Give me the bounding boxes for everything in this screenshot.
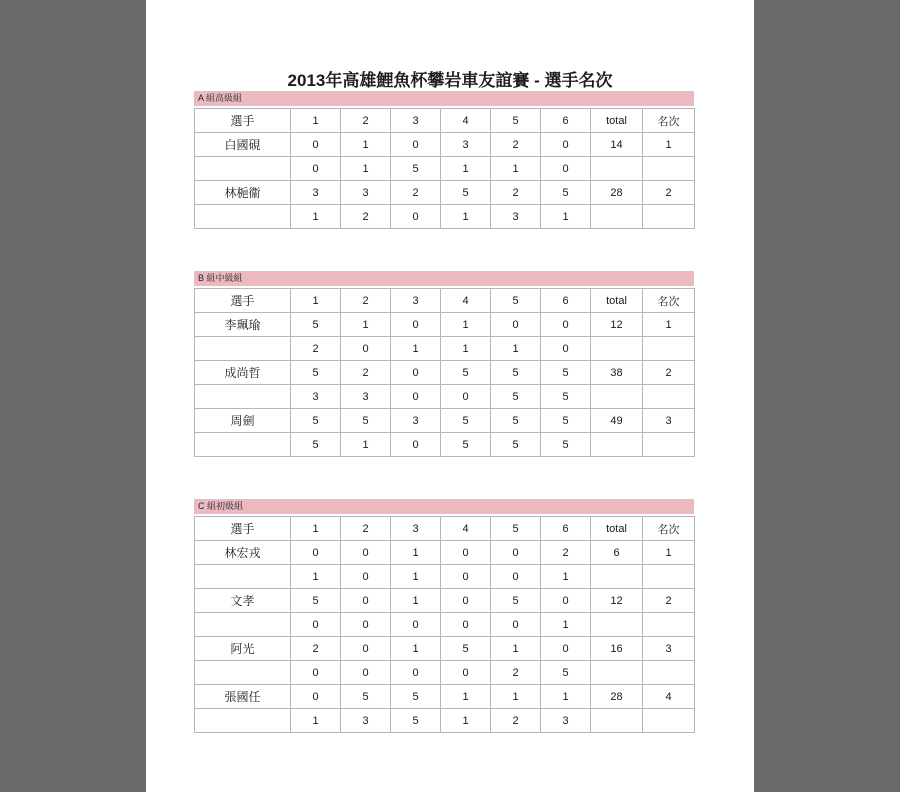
- total-cell-blank: [591, 709, 643, 733]
- total-cell-blank: [591, 661, 643, 685]
- attempt-cell: 0: [391, 433, 441, 457]
- attempt-cell: 1: [391, 565, 441, 589]
- rank-cell-blank: [643, 613, 695, 637]
- rank-cell: 1: [643, 133, 695, 157]
- attempt-cell: 0: [541, 337, 591, 361]
- total-cell: 28: [591, 685, 643, 709]
- score-cell: 5: [541, 409, 591, 433]
- total-cell: 16: [591, 637, 643, 661]
- total-cell-blank: [591, 337, 643, 361]
- score-cell: 0: [491, 541, 541, 565]
- attempt-cell: 0: [291, 613, 341, 637]
- score-cell: 0: [541, 637, 591, 661]
- group-block-a: [194, 91, 694, 229]
- table-subrow: [195, 565, 695, 589]
- column-header-rank: 名次: [643, 517, 695, 541]
- column-header-player: 選手: [195, 289, 291, 313]
- score-cell: 0: [541, 589, 591, 613]
- attempt-cell: 0: [441, 661, 491, 685]
- column-header-rank: 名次: [643, 109, 695, 133]
- rank-cell-blank: [643, 661, 695, 685]
- rank-cell: 2: [643, 589, 695, 613]
- score-cell: 0: [291, 541, 341, 565]
- table-header-row: [195, 289, 695, 313]
- score-cell: 0: [541, 313, 591, 337]
- score-cell: 5: [291, 361, 341, 385]
- score-cell: 0: [291, 685, 341, 709]
- attempt-cell: 5: [391, 709, 441, 733]
- attempt-cell: 3: [341, 709, 391, 733]
- player-name: 成尚哲: [195, 361, 291, 385]
- attempt-cell: 5: [541, 661, 591, 685]
- column-header-r5: 5: [491, 109, 541, 133]
- attempt-cell: 3: [341, 385, 391, 409]
- attempt-cell: 0: [391, 661, 441, 685]
- column-header-r4: 4: [441, 109, 491, 133]
- attempt-cell: 1: [341, 157, 391, 181]
- total-cell: 12: [591, 313, 643, 337]
- player-name: 阿光: [195, 637, 291, 661]
- column-header-player: 選手: [195, 517, 291, 541]
- player-name-blank: [195, 205, 291, 229]
- rank-cell-blank: [643, 709, 695, 733]
- column-header-r3: 3: [391, 109, 441, 133]
- table-row: [195, 313, 695, 337]
- attempt-cell: 3: [291, 385, 341, 409]
- table-row: [195, 133, 695, 157]
- score-cell: 5: [491, 589, 541, 613]
- column-header-r1: 1: [291, 289, 341, 313]
- column-header-r1: 1: [291, 517, 341, 541]
- attempt-cell: 1: [441, 205, 491, 229]
- attempt-cell: 2: [291, 337, 341, 361]
- column-header-r3: 3: [391, 517, 441, 541]
- total-cell: 14: [591, 133, 643, 157]
- attempt-cell: 5: [291, 433, 341, 457]
- score-cell: 5: [441, 181, 491, 205]
- table-subrow: [195, 433, 695, 457]
- attempt-cell: 5: [391, 157, 441, 181]
- rank-cell: 2: [643, 361, 695, 385]
- score-table-b: [194, 288, 695, 457]
- score-cell: 5: [491, 361, 541, 385]
- score-cell: 1: [541, 685, 591, 709]
- table-row: [195, 589, 695, 613]
- column-header-r1: 1: [291, 109, 341, 133]
- attempt-cell: 1: [441, 709, 491, 733]
- score-cell: 3: [391, 409, 441, 433]
- rank-cell-blank: [643, 433, 695, 457]
- attempt-cell: 3: [491, 205, 541, 229]
- table-subrow: [195, 613, 695, 637]
- attempt-cell: 0: [391, 205, 441, 229]
- rank-cell: 3: [643, 409, 695, 433]
- column-header-r2: 2: [341, 289, 391, 313]
- rank-cell: 1: [643, 313, 695, 337]
- rank-cell-blank: [643, 565, 695, 589]
- attempt-cell: 0: [441, 385, 491, 409]
- group-block-b: [194, 271, 694, 457]
- score-cell: 0: [541, 133, 591, 157]
- attempt-cell: 2: [341, 205, 391, 229]
- attempt-cell: 1: [541, 205, 591, 229]
- attempt-cell: 0: [341, 661, 391, 685]
- attempt-cell: 0: [291, 661, 341, 685]
- total-cell-blank: [591, 385, 643, 409]
- attempt-cell: 3: [541, 709, 591, 733]
- score-cell: 1: [391, 637, 441, 661]
- attempt-cell: 0: [341, 613, 391, 637]
- group-header-b: B 組中級組: [194, 271, 694, 286]
- table-row: [195, 181, 695, 205]
- attempt-cell: 2: [491, 709, 541, 733]
- score-cell: 0: [491, 313, 541, 337]
- attempt-cell: 1: [441, 337, 491, 361]
- score-cell: 5: [291, 313, 341, 337]
- score-cell: 5: [541, 361, 591, 385]
- total-cell: 12: [591, 589, 643, 613]
- rank-cell: 3: [643, 637, 695, 661]
- attempt-cell: 1: [391, 337, 441, 361]
- attempt-cell: 0: [341, 565, 391, 589]
- player-name: 文孝: [195, 589, 291, 613]
- player-name: 林宏戎: [195, 541, 291, 565]
- attempt-cell: 0: [391, 385, 441, 409]
- score-cell: 2: [391, 181, 441, 205]
- player-name-blank: [195, 337, 291, 361]
- rank-cell: 4: [643, 685, 695, 709]
- column-header-total: total: [591, 289, 643, 313]
- attempt-cell: 5: [491, 385, 541, 409]
- attempt-cell: 0: [491, 565, 541, 589]
- attempt-cell: 1: [441, 157, 491, 181]
- total-cell-blank: [591, 433, 643, 457]
- rank-cell-blank: [643, 337, 695, 361]
- score-cell: 0: [341, 541, 391, 565]
- player-name-blank: [195, 433, 291, 457]
- score-cell: 3: [441, 133, 491, 157]
- score-cell: 1: [341, 133, 391, 157]
- group-header-a: A 組高級組: [194, 91, 694, 106]
- score-cell: 1: [391, 589, 441, 613]
- score-cell: 5: [441, 409, 491, 433]
- player-name-blank: [195, 385, 291, 409]
- score-cell: 5: [291, 589, 341, 613]
- attempt-cell: 5: [541, 385, 591, 409]
- table-header-row: [195, 109, 695, 133]
- score-cell: 5: [341, 409, 391, 433]
- score-cell: 0: [341, 637, 391, 661]
- table-subrow: [195, 157, 695, 181]
- player-name: 白國硯: [195, 133, 291, 157]
- table-subrow: [195, 385, 695, 409]
- score-cell: 2: [341, 361, 391, 385]
- total-cell-blank: [591, 613, 643, 637]
- group-block-c: [194, 499, 694, 733]
- attempt-cell: 1: [341, 433, 391, 457]
- attempt-cell: 1: [541, 613, 591, 637]
- total-cell-blank: [591, 205, 643, 229]
- table-row: [195, 409, 695, 433]
- column-header-r2: 2: [341, 109, 391, 133]
- score-cell: 1: [391, 541, 441, 565]
- score-cell: 0: [441, 589, 491, 613]
- total-cell-blank: [591, 565, 643, 589]
- score-cell: 0: [391, 313, 441, 337]
- score-cell: 5: [391, 685, 441, 709]
- rank-cell-blank: [643, 385, 695, 409]
- score-cell: 5: [291, 409, 341, 433]
- rank-cell: 2: [643, 181, 695, 205]
- player-name-blank: [195, 661, 291, 685]
- attempt-cell: 1: [291, 565, 341, 589]
- attempt-cell: 1: [541, 565, 591, 589]
- column-header-rank: 名次: [643, 289, 695, 313]
- rank-cell: 1: [643, 541, 695, 565]
- attempt-cell: 5: [441, 433, 491, 457]
- player-name: 林梔衞: [195, 181, 291, 205]
- column-header-r3: 3: [391, 289, 441, 313]
- score-table-c: [194, 516, 695, 733]
- column-header-r4: 4: [441, 517, 491, 541]
- table-row: [195, 541, 695, 565]
- column-header-r6: 6: [541, 109, 591, 133]
- score-cell: 0: [341, 589, 391, 613]
- score-cell: 2: [491, 133, 541, 157]
- document-page: [146, 0, 754, 792]
- attempt-cell: 0: [541, 157, 591, 181]
- player-name: 周劍: [195, 409, 291, 433]
- score-cell: 3: [291, 181, 341, 205]
- score-cell: 5: [341, 685, 391, 709]
- table-row: [195, 637, 695, 661]
- score-cell: 1: [441, 313, 491, 337]
- attempt-cell: 0: [391, 613, 441, 637]
- section-spacer: [146, 229, 754, 271]
- column-header-r2: 2: [341, 517, 391, 541]
- score-cell: 5: [441, 361, 491, 385]
- score-cell: 5: [491, 409, 541, 433]
- total-cell-blank: [591, 157, 643, 181]
- table-row: [195, 685, 695, 709]
- section-spacer: [146, 457, 754, 499]
- player-name-blank: [195, 613, 291, 637]
- attempt-cell: 0: [441, 565, 491, 589]
- player-name-blank: [195, 709, 291, 733]
- group-header-c: C 組初級組: [194, 499, 694, 514]
- table-row: [195, 361, 695, 385]
- player-name-blank: [195, 157, 291, 181]
- attempt-cell: 0: [291, 157, 341, 181]
- rank-cell-blank: [643, 205, 695, 229]
- score-cell: 5: [441, 637, 491, 661]
- score-cell: 0: [391, 361, 441, 385]
- table-subrow: [195, 709, 695, 733]
- score-cell: 1: [491, 637, 541, 661]
- column-header-r6: 6: [541, 517, 591, 541]
- total-cell: 49: [591, 409, 643, 433]
- total-cell: 28: [591, 181, 643, 205]
- column-header-total: total: [591, 517, 643, 541]
- score-cell: 2: [491, 181, 541, 205]
- score-cell: 1: [341, 313, 391, 337]
- attempt-cell: 0: [341, 337, 391, 361]
- attempt-cell: 1: [491, 157, 541, 181]
- score-cell: 2: [541, 541, 591, 565]
- attempt-cell: 2: [491, 661, 541, 685]
- column-header-r5: 5: [491, 289, 541, 313]
- attempt-cell: 0: [441, 613, 491, 637]
- column-header-r6: 6: [541, 289, 591, 313]
- attempt-cell: 0: [491, 613, 541, 637]
- score-cell: 1: [491, 685, 541, 709]
- column-header-total: total: [591, 109, 643, 133]
- score-cell: 0: [441, 541, 491, 565]
- table-header-row: [195, 517, 695, 541]
- attempt-cell: 1: [291, 709, 341, 733]
- score-cell: 0: [291, 133, 341, 157]
- page-title: 2013年高雄鯉魚杯攀岩車友誼賽 - 選手名次: [287, 71, 613, 90]
- table-subrow: [195, 205, 695, 229]
- attempt-cell: 1: [291, 205, 341, 229]
- score-table-a: [194, 108, 695, 229]
- rank-cell-blank: [643, 157, 695, 181]
- attempt-cell: 5: [541, 433, 591, 457]
- attempt-cell: 1: [491, 337, 541, 361]
- table-subrow: [195, 661, 695, 685]
- player-name-blank: [195, 565, 291, 589]
- attempt-cell: 5: [491, 433, 541, 457]
- score-cell: 1: [441, 685, 491, 709]
- column-header-r5: 5: [491, 517, 541, 541]
- score-cell: 5: [541, 181, 591, 205]
- total-cell: 38: [591, 361, 643, 385]
- score-cell: 2: [291, 637, 341, 661]
- column-header-player: 選手: [195, 109, 291, 133]
- score-cell: 0: [391, 133, 441, 157]
- score-cell: 3: [341, 181, 391, 205]
- player-name: 張國任: [195, 685, 291, 709]
- player-name: 李珮瑜: [195, 313, 291, 337]
- total-cell: 6: [591, 541, 643, 565]
- column-header-r4: 4: [441, 289, 491, 313]
- table-subrow: [195, 337, 695, 361]
